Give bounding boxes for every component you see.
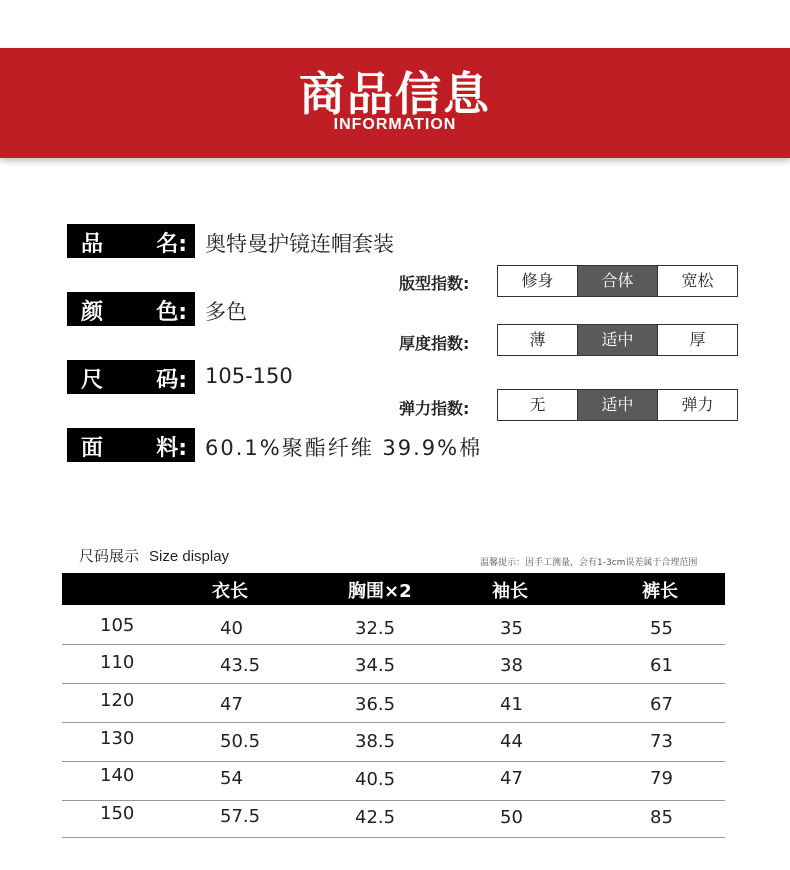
cell-pants: 61 — [650, 655, 673, 676]
info-value-color: 多色 — [205, 300, 247, 324]
elasticity-option: 无 — [529, 395, 546, 414]
cell-pants: 55 — [650, 618, 673, 639]
size-section-title — [79, 545, 229, 566]
info-label-char: 品 — [81, 232, 104, 257]
info-label-fabric — [67, 428, 195, 462]
size-title-cn: 尺码展示 — [79, 547, 140, 565]
fit-index-scale — [497, 265, 738, 297]
cell-chest: 40.5 — [355, 769, 396, 790]
page-subtitle: INFORMATION — [333, 116, 457, 133]
cell-size: 150 — [100, 803, 135, 824]
cell-length: 43.5 — [220, 655, 261, 676]
thickness-option: 厚 — [657, 325, 737, 355]
info-label-char: 色: — [156, 300, 187, 325]
table-row — [62, 762, 725, 801]
cell-sleeve: 41 — [500, 694, 523, 715]
size-table-header — [62, 573, 725, 605]
info-label-char: 名: — [156, 232, 187, 257]
thickness-option-selected: 适中 — [577, 325, 657, 355]
table-row — [62, 723, 725, 762]
cell-size: 110 — [100, 652, 135, 673]
fit-option-selected: 合体 — [577, 266, 657, 296]
elasticity-option-selected: 适中 — [577, 390, 657, 420]
info-label-size — [67, 360, 195, 394]
cell-sleeve: 44 — [500, 731, 523, 752]
cell-chest: 32.5 — [355, 618, 396, 639]
info-label-char: 面 — [81, 436, 104, 461]
cell-chest: 36.5 — [355, 694, 396, 715]
elasticity-option: 弹力 — [657, 390, 737, 420]
measurement-note: 温馨提示：因手工测量，会有1-3cm误差属于合理范围 — [480, 558, 698, 568]
fit-index-label: 版型指数: — [399, 274, 470, 293]
table-row — [62, 645, 725, 684]
table-row — [62, 606, 725, 645]
cell-sleeve: 50 — [500, 807, 523, 828]
cell-length: 40 — [220, 618, 243, 639]
header-sleeve: 袖长 — [492, 581, 528, 602]
info-label-char: 料: — [156, 436, 187, 461]
thickness-option: 薄 — [529, 330, 546, 349]
header-length: 衣长 — [212, 581, 248, 602]
cell-length: 47 — [220, 694, 243, 715]
cell-chest: 42.5 — [355, 807, 396, 828]
cell-size: 130 — [100, 728, 135, 749]
fit-option: 修身 — [521, 271, 554, 290]
cell-size: 105 — [100, 615, 135, 636]
table-row — [62, 799, 725, 838]
cell-sleeve: 35 — [500, 618, 523, 639]
header-banner — [0, 48, 790, 158]
cell-length: 54 — [220, 768, 243, 789]
header-chest: 胸围×2 — [348, 581, 412, 602]
header-pants: 裤长 — [642, 581, 678, 602]
elasticity-index-scale — [497, 389, 738, 421]
info-label-color — [67, 292, 195, 326]
cell-pants: 67 — [650, 694, 673, 715]
cell-sleeve: 38 — [500, 655, 523, 676]
cell-pants: 85 — [650, 807, 673, 828]
cell-length: 50.5 — [220, 731, 261, 752]
cell-length: 57.5 — [220, 806, 261, 827]
elasticity-index-label: 弹力指数: — [399, 399, 470, 418]
cell-size: 140 — [100, 765, 135, 786]
cell-sleeve: 47 — [500, 768, 523, 789]
cell-chest: 34.5 — [355, 655, 396, 676]
cell-pants: 73 — [650, 731, 673, 752]
info-label-char: 尺 — [81, 368, 104, 393]
fit-option: 宽松 — [657, 266, 737, 296]
thickness-index-label: 厚度指数: — [399, 334, 470, 353]
page-title: 商品信息 — [299, 67, 491, 121]
cell-size: 120 — [100, 690, 135, 711]
cell-chest: 38.5 — [355, 731, 396, 752]
info-label-name — [67, 224, 195, 258]
thickness-index-scale — [497, 324, 738, 356]
info-label-char: 颜 — [81, 300, 104, 325]
size-title-en: Size display — [149, 548, 230, 565]
cell-pants: 79 — [650, 768, 673, 789]
info-value-name: 奥特曼护镜连帽套装 — [205, 232, 394, 256]
info-value-size: 105-150 — [205, 364, 293, 388]
table-row — [62, 684, 725, 723]
info-label-char: 码: — [156, 368, 187, 393]
info-value-fabric: 60.1%聚酯纤维 39.9%棉 — [205, 436, 483, 460]
